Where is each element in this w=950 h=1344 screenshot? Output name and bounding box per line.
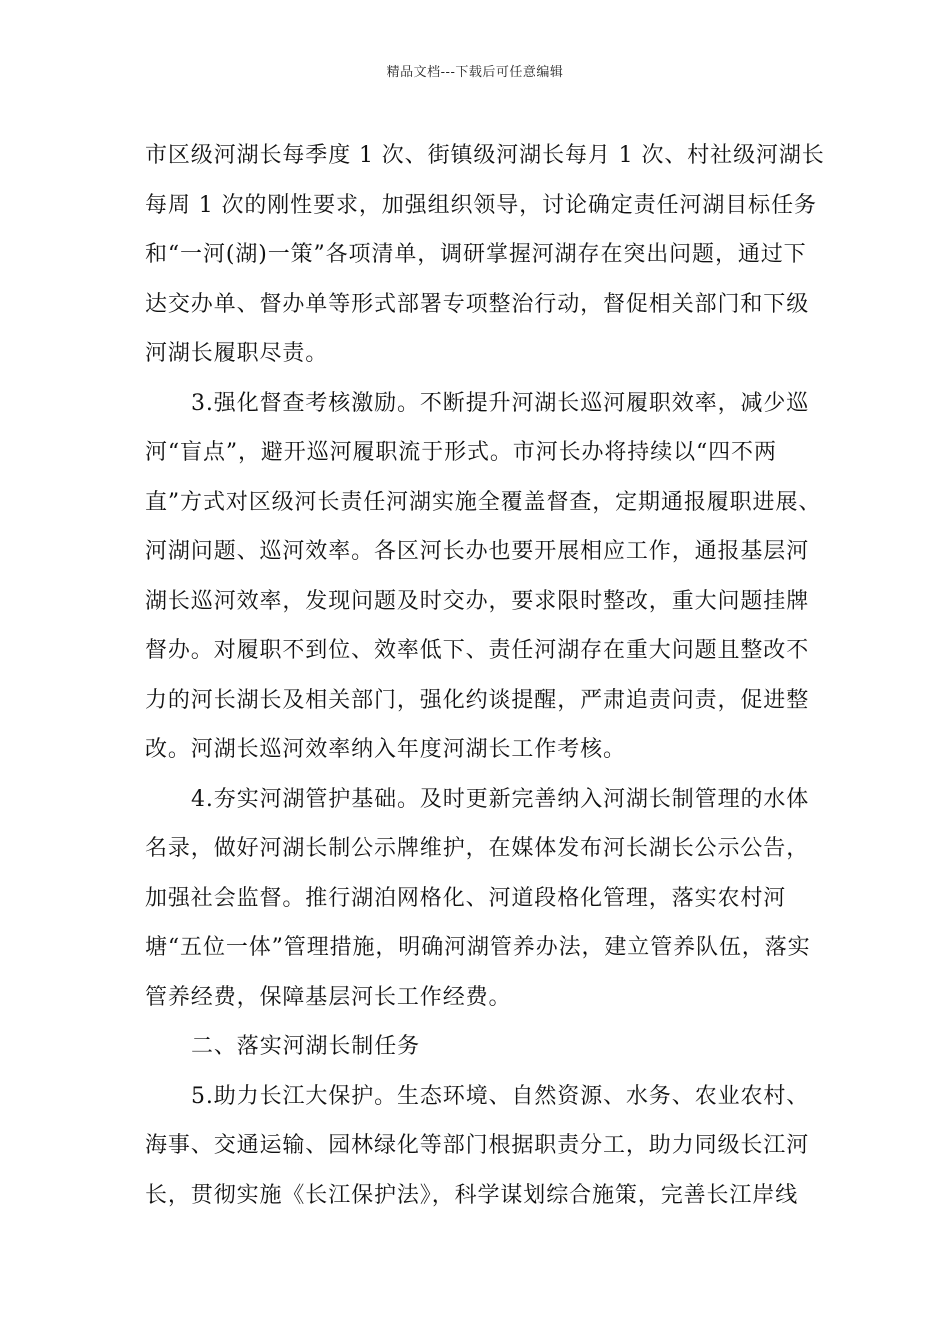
- document-body: [145, 131, 825, 1220]
- page-header: 精品文档---下载后可任意编辑: [386, 65, 564, 80]
- paragraph-item-5: 5.助力长江大保护。生态环境、自然资源、水务、农业农村、海事、交通运输、园林绿化等部门根据职责分工，助力同级长江河长，贯彻实施《长江保护法》，科学谋划综合施策，完善长江岸线: [145, 1083, 810, 1208]
- section-heading: 二、落实河湖长制任务: [191, 1034, 421, 1059]
- paragraph-item-3: 3.强化督查考核激励。不断提升河湖长巡河履职效率，减少巡河“盲点”，避开巡河履职流于形式。市河长办将持续以“四不两直”方式对区级河长责任河湖实施全覆盖督查，定期通报履职进展、河湖问题、巡河效率。各区河长办也要开展相应工作，通报基层河湖长巡河效率，发现问题及时交办，要求限时整改，重大问题挂牌督办。对履职不到位、效率低下、责任河湖存在重大问题且整改不力的河长湖长及相关部门，强化约谈提醒，严肃追责问责，促进整改。河湖长巡河效率纳入年度河湖长工作考核。: [145, 390, 822, 762]
- paragraph-item-4: 4.夯实河湖管护基础。及时更新完善纳入河湖长制管理的水体名录，做好河湖长制公示牌维护，在媒体发布河长湖长公示公告，加强社会监督。推行湖泊网格化、河道段格化管理，落实农村河塘“五位一体”管理措施，明确河湖管养办法，建立管养队伍，落实管养经费，保障基层河长工作经费。: [145, 786, 811, 1010]
- paragraph-continuation: 市区级河湖长每季度 1 次、街镇级河湖长每月 1 次、村社级河湖长每周 1 次的刚性要求，加强组织领导，讨论确定责任河湖目标任务和“一河(湖)一策”各项清单，调研掌握河湖存在突出问题，通过下达交办单、督办单等形式部署专项整治行动，督促相关部门和下级河湖长履职尽责。: [145, 143, 825, 366]
